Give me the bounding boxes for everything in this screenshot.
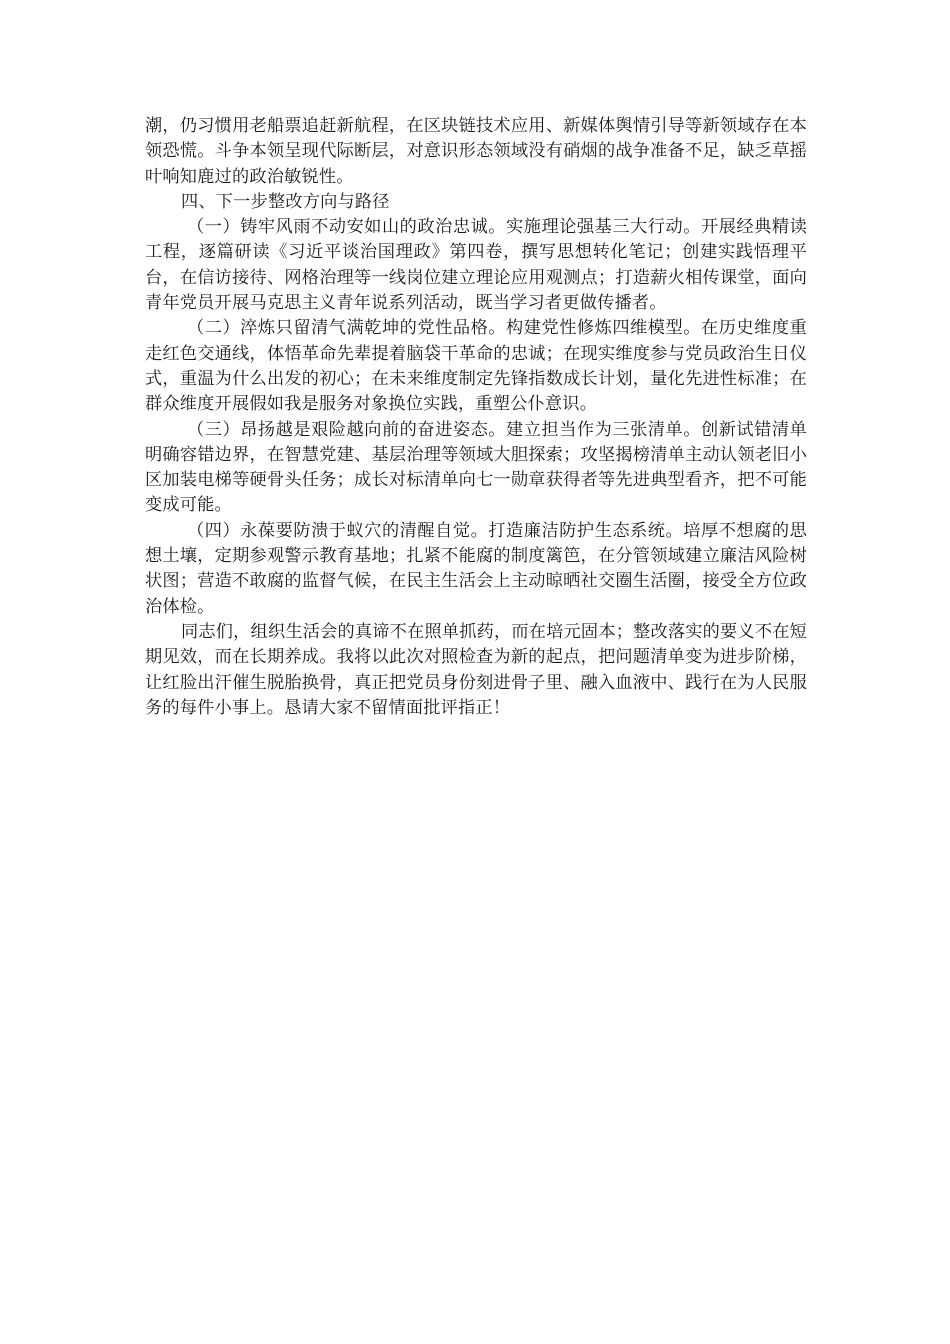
paragraph-item-4: （四）永葆要防溃于蚁穴的清醒自觉。打造廉洁防护生态系统。培厚不想腐的思想土壤，定期参观警示教育基地；扎紧不能腐的制度篱笆，在分管领域建立廉洁风险树状图；营造不敢腐的监督气候，在民主生活会上主动晾晒社交圈生活圈，接受全方位政治体检。: [145, 520, 807, 617]
paragraph-item-2: （二）淬炼只留清气满乾坤的党性品格。构建党性修炼四维模型。在历史维度重走红色交通线，体悟革命先辈提着脑袋干革命的忠诚；在现实维度参与党员政治生日仪式，重温为什么出发的初心；在未来维度制定先锋指数成长计划，量化先进性标准；在群众维度开展假如我是服务对象换位实践，重塑公仆意识。: [145, 318, 807, 415]
paragraph-closing: 同志们，组织生活会的真谛不在照单抓药，而在培元固本；整改落实的要义不在短期见效，而在长期养成。我将以此次对照检查为新的起点，把问题清单变为进步阶梯，让红脸出汗催生脱胎换骨，真正把党员身份刻进骨子里、融入血液中、践行在为人民服务的每件小事上。恳请大家不留情面批评指正！: [145, 621, 807, 718]
paragraph-continuation: 潮，仍习惯用老船票追赶新航程，在区块链技术应用、新媒体舆情引导等新领域存在本领恐慌。斗争本领呈现代际断层，对意识形态领域没有硝烟的战争准备不足，缺乏草摇叶响知鹿过的政治敏锐性。: [145, 116, 807, 187]
paragraph-item-3: （三）昂扬越是艰险越向前的奋进姿态。建立担当作为三张清单。创新试错清单明确容错边界，在智慧党建、基层治理等领域大胆探索；攻坚揭榜清单主动认领老旧小区加装电梯等硬骨头任务；成长对标清单向七一勋章获得者等先进典型看齐，把不可能变成可能。: [145, 419, 807, 516]
section-heading: 四、下一步整改方向与路径: [181, 191, 390, 212]
paragraph-item-1: （一）铸牢风雨不动安如山的政治忠诚。实施理论强基三大行动。开展经典精读工程，逐篇研读《习近平谈治国理政》第四卷，撰写思想转化笔记；创建实践悟理平台，在信访接待、网格治理等一线岗位建立理论应用观测点；打造薪火相传课堂，面向青年党员开展马克思主义青年说系列活动，既当学习者更做传播者。: [145, 217, 807, 314]
document-body: [145, 114, 807, 721]
